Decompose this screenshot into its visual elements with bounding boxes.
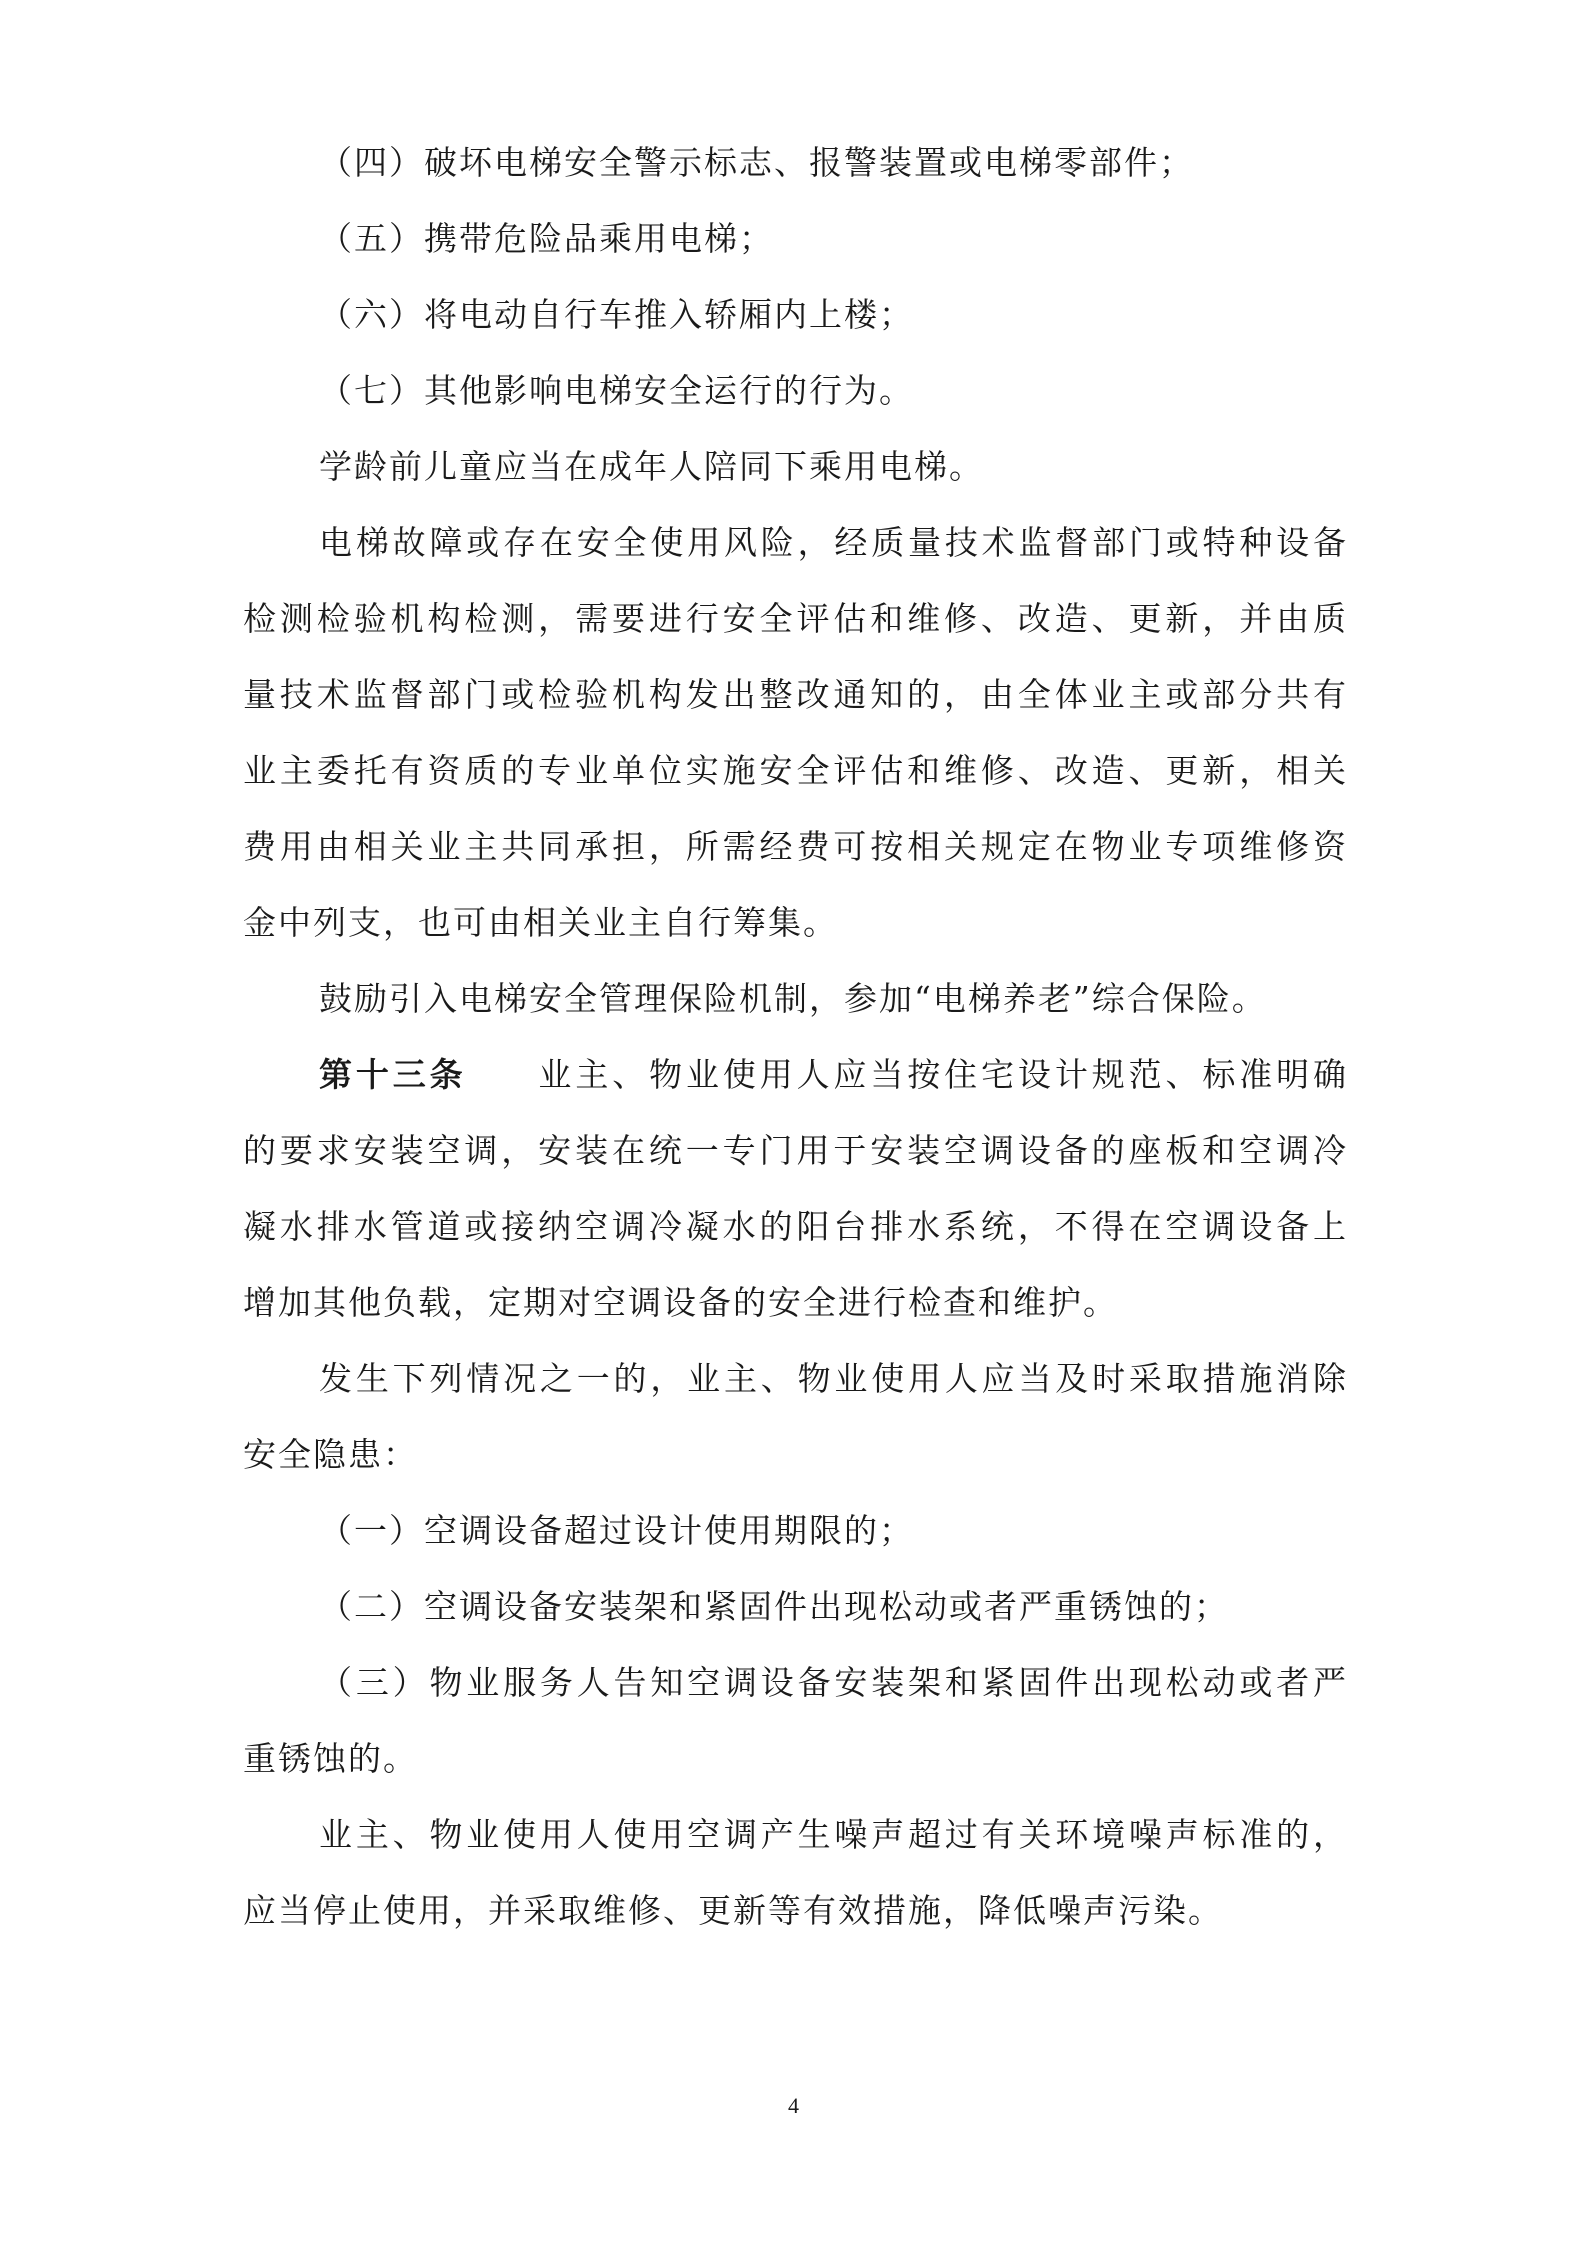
text-line: 学龄前儿童应当在成年人陪同下乘用电梯。 [319,447,984,486]
text-line: 发生下列情况之一的，业主、物业使用人应当及时采取措施消除 [319,1359,1348,1398]
text-line: 费用由相关业主共同承担，所需经费可按相关规定在物业专项维修资 [243,827,1348,866]
text-line: 业主、物业使用人使用空调产生噪声超过有关环境噪声标准的， [319,1815,1348,1854]
text-line: （六）将电动自行车推入轿厢内上楼； [319,295,914,334]
text-line: 重锈蚀的。 [243,1739,418,1778]
text-line: 电梯故障或存在安全使用风险，经质量技术监督部门或特种设备 [319,523,1348,562]
text-line: 的要求安装空调，安装在统一专门用于安装空调设备的座板和空调冷 [243,1131,1348,1170]
text-line: （三）物业服务人告知空调设备安装架和紧固件出现松动或者严 [319,1663,1348,1702]
page-number: 4 [788,2093,799,2118]
text-line: （二）空调设备安装架和紧固件出现松动或者严重锈蚀的； [319,1587,1229,1626]
text-line: （五）携带危险品乘用电梯； [319,219,774,258]
text-line: 安全隐患： [243,1435,418,1474]
text-line: 业主委托有资质的专业单位实施安全评估和维修、改造、更新，相关 [243,751,1348,790]
text-line: （四）破坏电梯安全警示标志、报警装置或电梯零部件； [319,143,1194,182]
text-line: 鼓励引入电梯安全管理保险机制，参加“电梯养老”综合保险。 [319,979,1267,1018]
text-line: （七）其他影响电梯安全运行的行为。 [319,371,914,410]
article-heading: 第十三条 [319,1055,467,1094]
text-line: 应当停止使用，并采取维修、更新等有效措施，降低噪声污染。 [243,1891,1223,1930]
text-line: （一）空调设备超过设计使用期限的； [319,1511,914,1550]
text-line: 量技术监督部门或检验机构发出整改通知的，由全体业主或部分共有 [243,675,1348,714]
text-line: 增加其他负载，定期对空调设备的安全进行检查和维护。 [243,1283,1118,1322]
text-line: 业主、物业使用人应当按住宅设计规范、标准明确 [536,1055,1349,1094]
text-line: 检测检验机构检测，需要进行安全评估和维修、改造、更新，并由质 [243,599,1348,638]
text-line: 金中列支，也可由相关业主自行筹集。 [243,903,838,942]
article-13-first-line [0,1055,1587,1095]
text-line: 凝水排水管道或接纳空调冷凝水的阳台排水系统，不得在空调设备上 [243,1207,1348,1246]
